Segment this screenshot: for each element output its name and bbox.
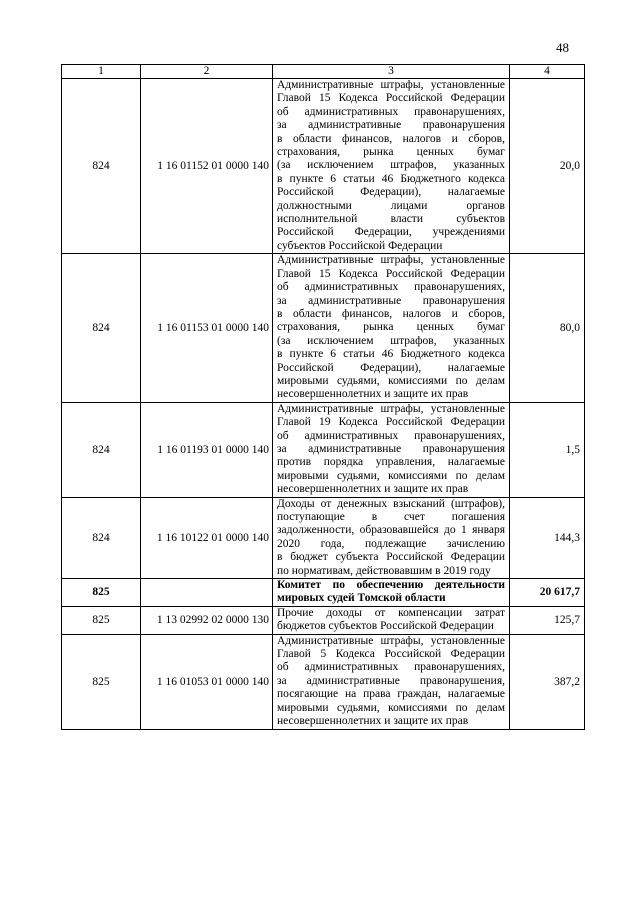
description-line: в пункте 6 статьи 46 Бюджетного кодекса — [277, 348, 505, 361]
description-line: мировыми судьями, комиссиями по делам — [277, 701, 505, 714]
admin-code-cell: 825 — [62, 579, 141, 607]
admin-code-cell: 825 — [62, 634, 141, 729]
description-line: Административные штрафы, установленные — [277, 634, 505, 647]
description-line: в области финансов, налогов и сборов, — [277, 307, 505, 320]
header-col-1: 1 — [62, 65, 141, 79]
budget-code-cell — [141, 579, 273, 607]
table-row — [62, 402, 585, 497]
description-line: Главой 5 Кодекса Российской Федерации — [277, 648, 505, 661]
description-line: Комитет по обеспечению деятельности — [277, 579, 505, 592]
admin-code-cell: 824 — [62, 79, 141, 254]
admin-code-cell: 824 — [62, 402, 141, 497]
description-line: в бюджет субъекта Российской Федерации — [277, 551, 505, 564]
description-line: против порядка управления, налагаемые — [277, 456, 505, 469]
description-line: мировыми судьями, комиссиями по делам — [277, 469, 505, 482]
amount-cell: 125,7 — [510, 606, 585, 634]
revenue-name-cell — [273, 79, 510, 254]
revenue-description — [277, 579, 505, 606]
header-col-2: 2 — [141, 65, 273, 79]
budget-code-cell: 1 16 10122 01 0000 140 — [141, 497, 273, 578]
description-line: бюджетов субъектов Российской Федерации — [277, 620, 494, 633]
page-number: 48 — [556, 40, 569, 55]
revenue-name-cell — [273, 497, 510, 578]
header-col-4: 4 — [510, 65, 585, 79]
description-line: 2020 года, подлежащие зачислению — [277, 537, 505, 550]
revenue-name-cell — [273, 254, 510, 402]
admin-code-cell: 824 — [62, 497, 141, 578]
description-line: (за исключением штрафов, указанных — [277, 159, 505, 172]
description-line: посягающие на права граждан, налагаемые — [277, 688, 505, 701]
description-line: Российской Федерации, учреждениями — [277, 226, 505, 239]
budget-table — [61, 64, 585, 730]
description-line: страхования, рынка ценных бумаг — [277, 321, 505, 334]
revenue-name-cell — [273, 402, 510, 497]
budget-code-cell: 1 16 01153 01 0000 140 — [141, 254, 273, 402]
description-line: за административные правонарушения, — [277, 674, 505, 687]
budget-code-cell: 1 16 01053 01 0000 140 — [141, 634, 273, 729]
description-line: Доходы от денежных взысканий (штрафов), — [277, 497, 505, 510]
description-line: поступающие в счет погашения — [277, 511, 505, 523]
revenue-description — [277, 498, 505, 578]
header-row — [62, 65, 585, 79]
table-row — [62, 606, 585, 634]
description-line: задолженности, образовавшейся до 1 января — [277, 524, 505, 537]
description-line: Административные штрафы, установленные — [277, 79, 505, 91]
revenue-description — [277, 79, 505, 253]
budget-code-cell: 1 16 01193 01 0000 140 — [141, 402, 273, 497]
description-line: Российской Федерации), налагаемые — [277, 186, 505, 199]
description-line: должностными лицами органов — [277, 199, 505, 212]
description-line: Главой 15 Кодекса Российской Федерации — [277, 267, 505, 280]
description-line: Российской Федерации), налагаемые — [277, 361, 505, 374]
description-line: об административных правонарушениях, — [277, 429, 505, 442]
description-line: об административных правонарушениях, — [277, 105, 505, 118]
revenue-description — [277, 607, 505, 634]
description-line: за административные правонарушения — [277, 294, 505, 307]
revenue-description — [277, 254, 505, 401]
amount-cell: 1,5 — [510, 402, 585, 497]
admin-code-cell: 824 — [62, 254, 141, 402]
description-line: Административные штрафы, установленные — [277, 402, 505, 415]
table-row — [62, 579, 585, 607]
description-line: Прочие доходы от компенсации затрат — [277, 606, 505, 619]
description-line: Главой 15 Кодекса Российской Федерации — [277, 92, 505, 105]
budget-code-cell: 1 16 01152 01 0000 140 — [141, 79, 273, 254]
description-line: об административных правонарушениях, — [277, 661, 505, 674]
description-line: об административных правонарушениях, — [277, 281, 505, 294]
table-row — [62, 497, 585, 578]
table-row — [62, 79, 585, 254]
revenue-name-cell — [273, 579, 510, 607]
amount-cell: 144,3 — [510, 497, 585, 578]
description-line: за административные правонарушения — [277, 442, 505, 455]
admin-code-cell: 825 — [62, 606, 141, 634]
description-line: мировыми судьями, комиссиями по делам — [277, 374, 505, 387]
description-line: страхования, рынка ценных бумаг — [277, 146, 505, 159]
description-line: Административные штрафы, установленные — [277, 254, 505, 267]
revenue-name-cell — [273, 634, 510, 729]
description-line: исполнительной власти субъектов — [277, 213, 505, 226]
description-line: Главой 19 Кодекса Российской Федерации — [277, 416, 505, 429]
revenue-name-cell — [273, 606, 510, 634]
revenue-description — [277, 635, 505, 729]
description-line: несовершеннолетних и защите их прав — [277, 483, 469, 496]
budget-code-cell: 1 13 02992 02 0000 130 — [141, 606, 273, 634]
description-line: за административные правонарушения — [277, 119, 505, 132]
description-line: мировых судей Томской области — [277, 592, 446, 605]
description-line: в области финансов, налогов и сборов, — [277, 132, 505, 145]
amount-cell: 80,0 — [510, 254, 585, 402]
description-line: субъектов Российской Федерации — [277, 239, 443, 252]
table-row — [62, 254, 585, 402]
amount-cell: 20 617,7 — [510, 579, 585, 607]
description-line: (за исключением штрафов, указанных — [277, 334, 505, 347]
description-line: по нормативам, действовавшим в 2019 году — [277, 564, 491, 577]
table-row — [62, 634, 585, 729]
amount-cell: 387,2 — [510, 634, 585, 729]
description-line: несовершеннолетних и защите их прав — [277, 715, 469, 728]
header-col-3: 3 — [273, 65, 510, 79]
description-line: несовершеннолетних и защите их прав — [277, 388, 469, 401]
description-line: в пункте 6 статьи 46 Бюджетного кодекса — [277, 172, 505, 185]
amount-cell: 20,0 — [510, 79, 585, 254]
revenue-description — [277, 403, 505, 497]
